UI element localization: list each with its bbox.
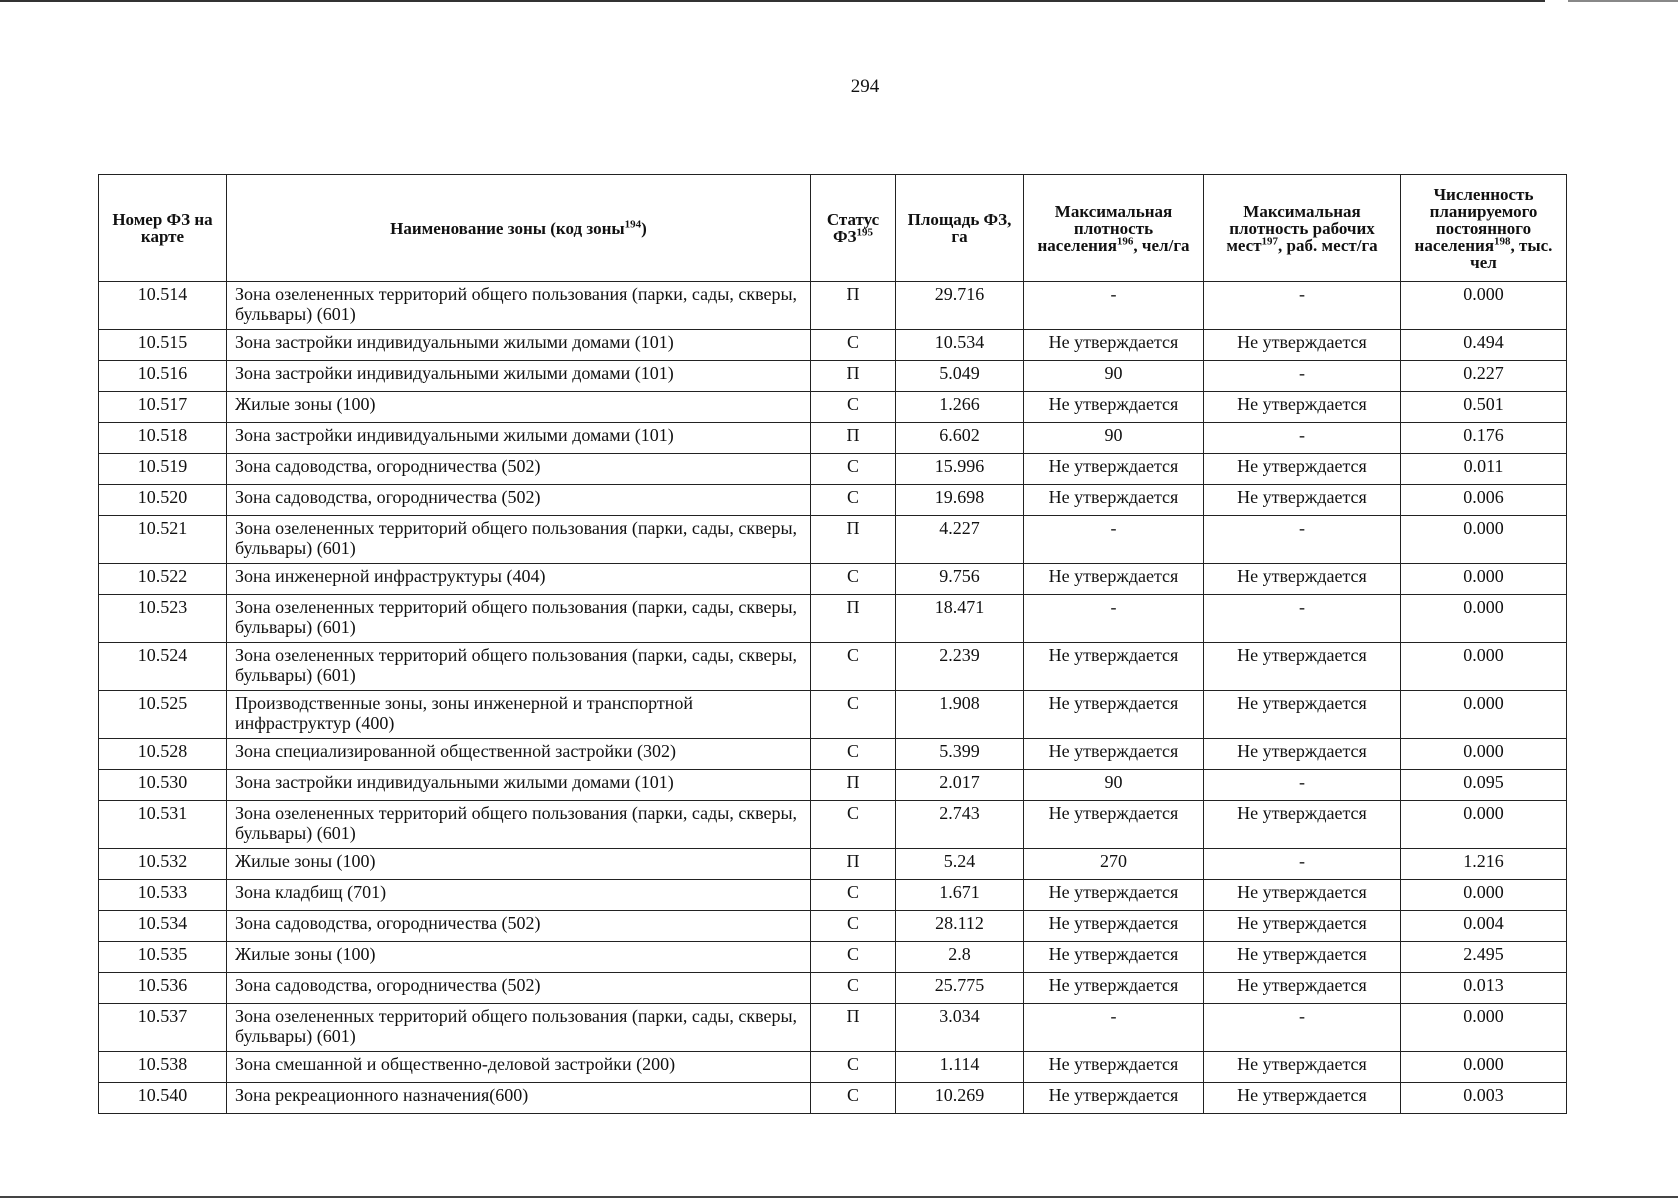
cell-status: С — [811, 643, 896, 691]
cell-work-density: Не утверждается — [1204, 1083, 1401, 1114]
footnote-ref: 195 — [856, 226, 874, 239]
header-text: Площадь ФЗ, га — [907, 210, 1012, 246]
cell-area: 5.399 — [896, 739, 1024, 770]
cell-status: С — [811, 801, 896, 849]
cell-status: С — [811, 973, 896, 1004]
cell-work-density: Не утверждается — [1204, 330, 1401, 361]
cell-population: 0.176 — [1401, 423, 1567, 454]
cell-area: 9.756 — [896, 564, 1024, 595]
cell-area: 15.996 — [896, 454, 1024, 485]
cell-pop-density: Не утверждается — [1024, 1052, 1204, 1083]
cell-number: 10.520 — [99, 485, 227, 516]
cell-pop-density: Не утверждается — [1024, 1083, 1204, 1114]
cell-work-density: - — [1204, 516, 1401, 564]
cell-work-density: - — [1204, 849, 1401, 880]
table-row — [99, 564, 1567, 595]
cell-status: П — [811, 282, 896, 330]
table-row — [99, 942, 1567, 973]
table-row — [99, 392, 1567, 423]
table-row — [99, 801, 1567, 849]
cell-zone-name: Зона кладбищ (701) — [227, 880, 811, 911]
table-row — [99, 1004, 1567, 1052]
cell-area: 25.775 — [896, 973, 1024, 1004]
table-row — [99, 1083, 1567, 1114]
header-text-suffix: , чел/га — [1133, 235, 1190, 255]
header-area — [896, 175, 1024, 282]
cell-area: 1.114 — [896, 1052, 1024, 1083]
cell-zone-name: Зона озелененных территорий общего пользования (парки, сады, скверы, бульвары) (601) — [227, 643, 811, 691]
cell-pop-density: Не утверждается — [1024, 739, 1204, 770]
cell-work-density: Не утверждается — [1204, 454, 1401, 485]
cell-pop-density: Не утверждается — [1024, 973, 1204, 1004]
table-row — [99, 973, 1567, 1004]
table-row — [99, 911, 1567, 942]
cell-population: 0.004 — [1401, 911, 1567, 942]
header-row — [99, 175, 1567, 282]
cell-pop-density: Не утверждается — [1024, 691, 1204, 739]
cell-work-density: Не утверждается — [1204, 485, 1401, 516]
header-text-suffix: , тыс. чел — [1470, 235, 1553, 272]
cell-number: 10.514 — [99, 282, 227, 330]
cell-status: П — [811, 849, 896, 880]
cell-population: 0.000 — [1401, 801, 1567, 849]
header-number — [99, 175, 227, 282]
cell-pop-density: 270 — [1024, 849, 1204, 880]
cell-population: 0.000 — [1401, 1052, 1567, 1083]
cell-number: 10.536 — [99, 973, 227, 1004]
cell-status: П — [811, 770, 896, 801]
cell-status: С — [811, 739, 896, 770]
header-text: Номер ФЗ на карте — [112, 210, 213, 246]
cell-work-density: - — [1204, 1004, 1401, 1052]
cell-zone-name: Зона садоводства, огородничества (502) — [227, 454, 811, 485]
table-row — [99, 330, 1567, 361]
cell-status: С — [811, 392, 896, 423]
page-number: 294 — [850, 76, 880, 97]
cell-number: 10.524 — [99, 643, 227, 691]
cell-pop-density: Не утверждается — [1024, 330, 1204, 361]
cell-status: С — [811, 564, 896, 595]
cell-population: 0.000 — [1401, 880, 1567, 911]
cell-area: 2.743 — [896, 801, 1024, 849]
cell-work-density: Не утверждается — [1204, 643, 1401, 691]
cell-zone-name: Зона застройки индивидуальными жилыми домами (101) — [227, 770, 811, 801]
cell-number: 10.537 — [99, 1004, 227, 1052]
cell-number: 10.516 — [99, 361, 227, 392]
cell-status: П — [811, 516, 896, 564]
cell-number: 10.535 — [99, 942, 227, 973]
cell-number: 10.540 — [99, 1083, 227, 1114]
table-row — [99, 282, 1567, 330]
cell-area: 4.227 — [896, 516, 1024, 564]
cell-zone-name: Жилые зоны (100) — [227, 849, 811, 880]
cell-number: 10.515 — [99, 330, 227, 361]
cell-population: 0.000 — [1401, 282, 1567, 330]
cell-number: 10.528 — [99, 739, 227, 770]
cell-population: 0.000 — [1401, 643, 1567, 691]
header-text: Статус ФЗ — [826, 210, 880, 246]
cell-work-density: Не утверждается — [1204, 973, 1401, 1004]
cell-population: 0.000 — [1401, 516, 1567, 564]
table-row — [99, 516, 1567, 564]
table-row — [99, 849, 1567, 880]
cell-area: 1.266 — [896, 392, 1024, 423]
cell-area: 2.017 — [896, 770, 1024, 801]
cell-pop-density: - — [1024, 516, 1204, 564]
header-text-suffix: , раб. мест/га — [1278, 235, 1378, 255]
header-zone-name — [227, 175, 811, 282]
cell-work-density: Не утверждается — [1204, 564, 1401, 595]
table-row — [99, 1052, 1567, 1083]
cell-area: 18.471 — [896, 595, 1024, 643]
cell-status: С — [811, 330, 896, 361]
table-row — [99, 770, 1567, 801]
cell-zone-name: Зона садоводства, огородничества (502) — [227, 973, 811, 1004]
cell-area: 1.671 — [896, 880, 1024, 911]
header-text: Наименование зоны (код зоны — [390, 218, 625, 238]
footnote-ref: 196 — [1116, 234, 1134, 247]
cell-population: 0.494 — [1401, 330, 1567, 361]
table-row — [99, 423, 1567, 454]
cell-work-density: Не утверждается — [1204, 739, 1401, 770]
table-row — [99, 739, 1567, 770]
cell-pop-density: - — [1024, 282, 1204, 330]
footnote-ref: 198 — [1494, 234, 1511, 247]
cell-status: С — [811, 485, 896, 516]
cell-status: С — [811, 942, 896, 973]
cell-status: С — [811, 880, 896, 911]
cell-work-density: - — [1204, 361, 1401, 392]
cell-zone-name: Зона садоводства, огородничества (502) — [227, 485, 811, 516]
cell-population: 0.227 — [1401, 361, 1567, 392]
cell-pop-density: Не утверждается — [1024, 454, 1204, 485]
cell-area: 1.908 — [896, 691, 1024, 739]
cell-status: С — [811, 691, 896, 739]
cell-pop-density: Не утверждается — [1024, 801, 1204, 849]
cell-pop-density: Не утверждается — [1024, 911, 1204, 942]
cell-work-density: - — [1204, 595, 1401, 643]
cell-pop-density: - — [1024, 595, 1204, 643]
cell-population: 0.003 — [1401, 1083, 1567, 1114]
cell-population: 2.495 — [1401, 942, 1567, 973]
header-work-density — [1204, 175, 1401, 282]
cell-population: 0.000 — [1401, 739, 1567, 770]
cell-area: 29.716 — [896, 282, 1024, 330]
table-row — [99, 361, 1567, 392]
table-row — [99, 643, 1567, 691]
header-text: Численность планируемого постоянного населения — [1414, 184, 1538, 255]
table-row — [99, 880, 1567, 911]
table-row — [99, 691, 1567, 739]
footnote-ref: 197 — [1261, 234, 1279, 247]
cell-status: П — [811, 423, 896, 454]
cell-work-density: Не утверждается — [1204, 392, 1401, 423]
cell-area: 19.698 — [896, 485, 1024, 516]
cell-zone-name: Зона застройки индивидуальными жилыми домами (101) — [227, 423, 811, 454]
cell-status: П — [811, 361, 896, 392]
cell-work-density: Не утверждается — [1204, 801, 1401, 849]
cell-pop-density: Не утверждается — [1024, 392, 1204, 423]
cell-number: 10.521 — [99, 516, 227, 564]
cell-status: С — [811, 1052, 896, 1083]
cell-population: 0.095 — [1401, 770, 1567, 801]
cell-pop-density: 90 — [1024, 770, 1204, 801]
cell-number: 10.538 — [99, 1052, 227, 1083]
cell-status: С — [811, 454, 896, 485]
cell-zone-name: Зона озелененных территорий общего пользования (парки, сады, скверы, бульвары) (601) — [227, 801, 811, 849]
top-rule — [0, 0, 1545, 2]
cell-zone-name: Зона озелененных территорий общего пользования (парки, сады, скверы, бульвары) (601) — [227, 1004, 811, 1052]
cell-work-density: - — [1204, 282, 1401, 330]
cell-number: 10.522 — [99, 564, 227, 595]
cell-population: 1.216 — [1401, 849, 1567, 880]
cell-zone-name: Зона озелененных территорий общего пользования (парки, сады, скверы, бульвары) (601) — [227, 516, 811, 564]
table-row — [99, 454, 1567, 485]
cell-number: 10.532 — [99, 849, 227, 880]
cell-area: 6.602 — [896, 423, 1024, 454]
cell-status: С — [811, 1083, 896, 1114]
cell-pop-density: Не утверждается — [1024, 564, 1204, 595]
cell-zone-name: Зона застройки индивидуальными жилыми домами (101) — [227, 330, 811, 361]
cell-pop-density: Не утверждается — [1024, 485, 1204, 516]
table-body — [99, 282, 1567, 1114]
cell-work-density: - — [1204, 423, 1401, 454]
cell-population: 0.501 — [1401, 392, 1567, 423]
cell-pop-density: 90 — [1024, 423, 1204, 454]
cell-number: 10.534 — [99, 911, 227, 942]
cell-number: 10.525 — [99, 691, 227, 739]
cell-number: 10.533 — [99, 880, 227, 911]
cell-work-density: Не утверждается — [1204, 942, 1401, 973]
top-rule-right — [1568, 0, 1678, 2]
cell-zone-name: Зона озелененных территорий общего пользования (парки, сады, скверы, бульвары) (601) — [227, 282, 811, 330]
cell-zone-name: Зона садоводства, огородничества (502) — [227, 911, 811, 942]
cell-work-density: Не утверждается — [1204, 911, 1401, 942]
cell-zone-name: Зона смешанной и общественно-деловой застройки (200) — [227, 1052, 811, 1083]
cell-status: С — [811, 911, 896, 942]
cell-work-density: Не утверждается — [1204, 1052, 1401, 1083]
cell-area: 10.269 — [896, 1083, 1024, 1114]
table-row — [99, 485, 1567, 516]
cell-population: 0.000 — [1401, 1004, 1567, 1052]
cell-number: 10.519 — [99, 454, 227, 485]
cell-number: 10.530 — [99, 770, 227, 801]
table-row — [99, 595, 1567, 643]
cell-work-density: Не утверждается — [1204, 691, 1401, 739]
cell-status: П — [811, 595, 896, 643]
cell-area: 10.534 — [896, 330, 1024, 361]
cell-area: 2.239 — [896, 643, 1024, 691]
cell-area: 5.24 — [896, 849, 1024, 880]
cell-pop-density: 90 — [1024, 361, 1204, 392]
header-population — [1401, 175, 1567, 282]
bottom-rule — [0, 1196, 1678, 1198]
header-text: Максимальная плотность рабочих мест — [1226, 201, 1375, 255]
cell-zone-name: Жилые зоны (100) — [227, 942, 811, 973]
cell-population: 0.000 — [1401, 564, 1567, 595]
cell-work-density: - — [1204, 770, 1401, 801]
cell-zone-name: Зона застройки индивидуальными жилыми домами (101) — [227, 361, 811, 392]
cell-area: 28.112 — [896, 911, 1024, 942]
zones-table — [98, 174, 1567, 1114]
cell-population: 0.013 — [1401, 973, 1567, 1004]
cell-area: 5.049 — [896, 361, 1024, 392]
cell-population: 0.000 — [1401, 691, 1567, 739]
cell-population: 0.000 — [1401, 595, 1567, 643]
cell-population: 0.006 — [1401, 485, 1567, 516]
cell-pop-density: Не утверждается — [1024, 880, 1204, 911]
cell-number: 10.518 — [99, 423, 227, 454]
cell-area: 2.8 — [896, 942, 1024, 973]
header-text: Максимальная плотность населения — [1037, 201, 1173, 255]
header-pop-density — [1024, 175, 1204, 282]
cell-pop-density: Не утверждается — [1024, 643, 1204, 691]
header-text-suffix: ) — [641, 218, 647, 238]
cell-zone-name: Производственные зоны, зоны инженерной и транспортной инфраструктур (400) — [227, 691, 811, 739]
cell-pop-density: Не утверждается — [1024, 942, 1204, 973]
cell-zone-name: Жилые зоны (100) — [227, 392, 811, 423]
cell-number: 10.531 — [99, 801, 227, 849]
cell-zone-name: Зона специализированной общественной застройки (302) — [227, 739, 811, 770]
cell-pop-density: - — [1024, 1004, 1204, 1052]
header-status — [811, 175, 896, 282]
footnote-ref: 194 — [624, 217, 642, 230]
cell-zone-name: Зона инженерной инфраструктуры (404) — [227, 564, 811, 595]
cell-area: 3.034 — [896, 1004, 1024, 1052]
cell-number: 10.523 — [99, 595, 227, 643]
cell-zone-name: Зона рекреационного назначения(600) — [227, 1083, 811, 1114]
cell-population: 0.011 — [1401, 454, 1567, 485]
cell-work-density: Не утверждается — [1204, 880, 1401, 911]
cell-number: 10.517 — [99, 392, 227, 423]
cell-zone-name: Зона озелененных территорий общего пользования (парки, сады, скверы, бульвары) (601) — [227, 595, 811, 643]
cell-status: П — [811, 1004, 896, 1052]
